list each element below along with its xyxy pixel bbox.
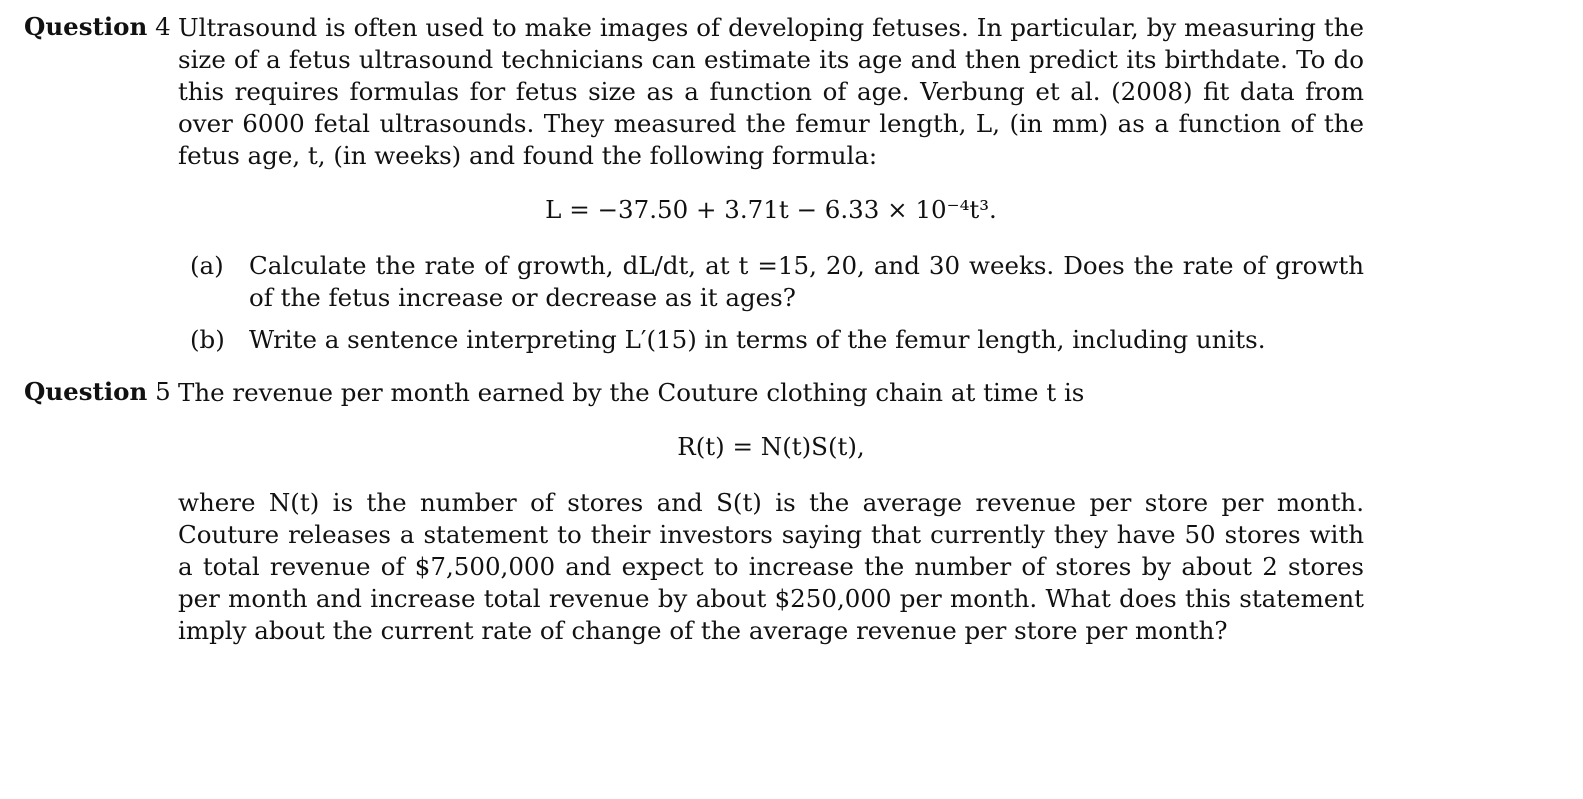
question-4-intro: Ultrasound is often used to make images of developing fetuses. In particular, by measuring the size of a fetus ultrasound technicians can estimate its age and then predict its birthdate. To do this requires formulas for fetus size as a function of age. Verbung et al. (2008) fit data from over 6000 fetal ultrasounds. They measured the femur length, L, (in mm) as a function of the fetus age, t, (in weeks) and found the following formula: xyxy=(178,13,1364,170)
question-5-intro: The revenue per month earned by the Couture clothing chain at time t is xyxy=(178,378,1085,407)
question-4-body xyxy=(178,12,1364,356)
question-5-formula: R(t) = N(t)S(t), xyxy=(677,432,865,461)
question-5-label-word: Question xyxy=(24,377,148,406)
question-4-label-number: 4 xyxy=(155,12,171,41)
question-4-label xyxy=(24,12,171,41)
question-5-body xyxy=(178,377,1364,647)
question-4-part-a-label: (a) xyxy=(190,251,224,280)
question-4-label-word: Question xyxy=(24,12,148,41)
question-5-label-number: 5 xyxy=(155,377,171,406)
question-4-part-a-text: Calculate the rate of growth, dL/dt, at t =15, 20, and 30 weeks. Does the rate of growth of the fetus increase or decrease as it ages? xyxy=(249,251,1364,312)
question-4-part-a xyxy=(190,250,1364,314)
question-4-part-b-label: (b) xyxy=(190,325,225,354)
question-5-statement: where N(t) is the number of stores and S(t) is the average revenue per store per month. Couture releases a statement to their investors saying that currently they have 50 stores with a total revenue of $7,500,000 and expect to increase the number of stores by about 2 stores per month and increase total revenue by about $250,000 per month. What does this statement imply about the current rate of change of the average revenue per store per month? xyxy=(178,488,1364,645)
question-4-part-b xyxy=(190,324,1364,356)
question-4-part-b-text: Write a sentence interpreting L′(15) in terms of the femur length, including units. xyxy=(249,325,1266,354)
question-4-formula: L = −37.50 + 3.71t − 6.33 × 10⁻⁴t³. xyxy=(545,195,997,224)
question-5-label xyxy=(24,377,171,406)
